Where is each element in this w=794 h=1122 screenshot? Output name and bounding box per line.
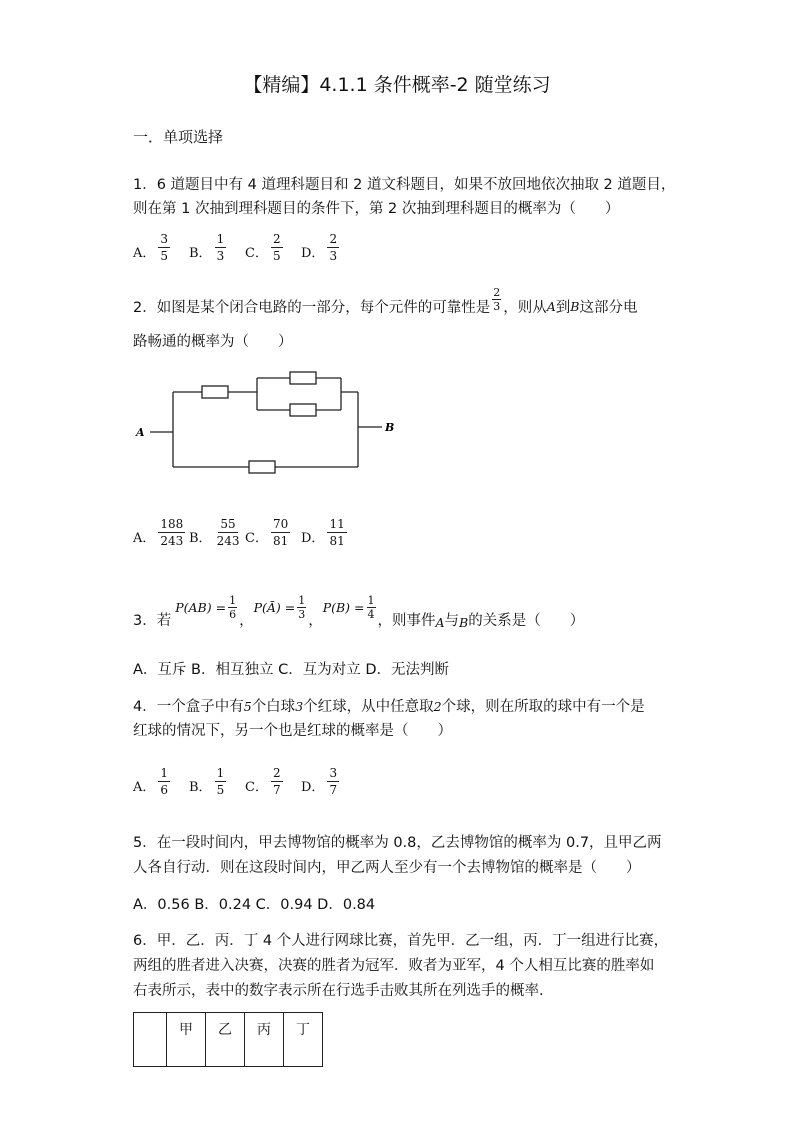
- q1-option-b[interactable]: B． $\frac{1}{3}$: [189, 232, 225, 263]
- q1-line-2: 则在第 1 次抽到理科题目的条件下，第 2 次抽到理科题目的概率为（ ）: [133, 201, 620, 217]
- table-header-ding: 丁: [284, 1013, 323, 1067]
- q1-line-1: 1．6 道题目中有 4 道理科题目和 2 道文科题目，如果不放回地依次抽取 2 道题目，: [133, 177, 676, 193]
- resistor-parallel-upper: [290, 372, 316, 384]
- q3-p-ab-label: P(AB) =: [175, 600, 227, 615]
- table-corner-cell: [134, 1013, 167, 1067]
- q6-line-3: 右表所示，表中的数字表示所在行选手击败其所在列选手的概率.: [133, 983, 544, 999]
- q4-line-2: 红球的情况下，另一个也是红球的概率是（ ）: [133, 723, 452, 739]
- table-header-yi: 乙: [206, 1013, 245, 1067]
- q1-option-a[interactable]: A． $\frac{3}{5}$: [133, 232, 169, 263]
- circuit-diagram: [130, 365, 400, 475]
- q2-option-a[interactable]: A． $\frac{188}{243}$: [133, 517, 184, 548]
- q6-line-2: 两组的胜者进入决赛，决赛的胜者为冠军．败者为亚军，4 个人相互比赛的胜率如: [133, 958, 655, 974]
- q2-line-2: 路畅通的概率为（ ）: [133, 334, 293, 350]
- q3-p-b-label: P(B) =: [322, 600, 365, 615]
- win-probability-table: [133, 1012, 323, 1067]
- q2-option-c[interactable]: C． $\frac{70}{81}$: [245, 517, 289, 548]
- table-header-jia: 甲: [167, 1013, 206, 1067]
- q2-option-b[interactable]: B． $\frac{55}{243}$: [189, 517, 240, 548]
- page-title: 【精编】4.1.1 条件概率-2 随堂练习: [243, 74, 551, 96]
- q4-option-c[interactable]: C． $\frac{2}{7}$: [245, 766, 281, 797]
- q5-options: A．0.56 B．0.24 C．0.94 D．0.84: [133, 897, 376, 913]
- q1-options: [133, 232, 357, 263]
- q3-options: A．互斥 B．相互独立 C．互为对立 D．无法判断: [133, 662, 449, 678]
- q3-line: 3．若 P(AB) = $\frac{1}{6}$ ， P(Ā) = $\frac{1}{3}$ ， P(B) = $\frac{1}{4}$ ，则事件 A 与 B 的关系是（ ）: [133, 594, 585, 630]
- q2-option-d[interactable]: D． $\frac{11}{81}$: [301, 517, 345, 548]
- q4-line-1: 4．一个盒子中有5个白球3个红球，从中任意取2个球，则在所取的球中有一个是: [133, 699, 645, 715]
- q6-line-1: 6．甲．乙．丙．丁 4 个人进行网球比赛，首先甲．乙一组，丙．丁一组进行比赛，: [133, 933, 669, 949]
- resistor-bottom: [249, 461, 275, 473]
- q4-option-a[interactable]: A． $\frac{1}{6}$: [133, 766, 169, 797]
- table-header-row: [134, 1013, 323, 1067]
- q1-option-c[interactable]: C． $\frac{2}{5}$: [245, 232, 281, 263]
- q2-options: [133, 517, 357, 548]
- q3-p-abar-label: P(Ā) =: [253, 600, 296, 615]
- q2-line-1: 2．如图是某个闭合电路的一部分，每个元件的可靠性是 2 3 ，则从 A 到 B 这部分电: [133, 286, 638, 316]
- circuit-label-a: A: [136, 426, 145, 439]
- table-header-bing: 丙: [245, 1013, 284, 1067]
- q4-option-d[interactable]: D． $\frac{3}{7}$: [301, 766, 338, 797]
- circuit-label-b: B: [385, 421, 395, 434]
- q4-options: [133, 766, 357, 797]
- q4-option-b[interactable]: B． $\frac{1}{5}$: [189, 766, 225, 797]
- q5-line-1: 5．在一段时间内，甲去博物馆的概率为 0.8，乙去博物馆的概率为 0.7，且甲乙两: [133, 835, 662, 851]
- resistor-top-left: [202, 386, 228, 398]
- section-heading: 一．单项选择: [133, 128, 224, 146]
- resistor-parallel-lower: [290, 404, 316, 416]
- q5-line-2: 人各自行动．则在这段时间内，甲乙两人至少有一个去博物馆的概率是（ ）: [133, 860, 641, 876]
- q1-option-d[interactable]: D． $\frac{2}{3}$: [301, 232, 338, 263]
